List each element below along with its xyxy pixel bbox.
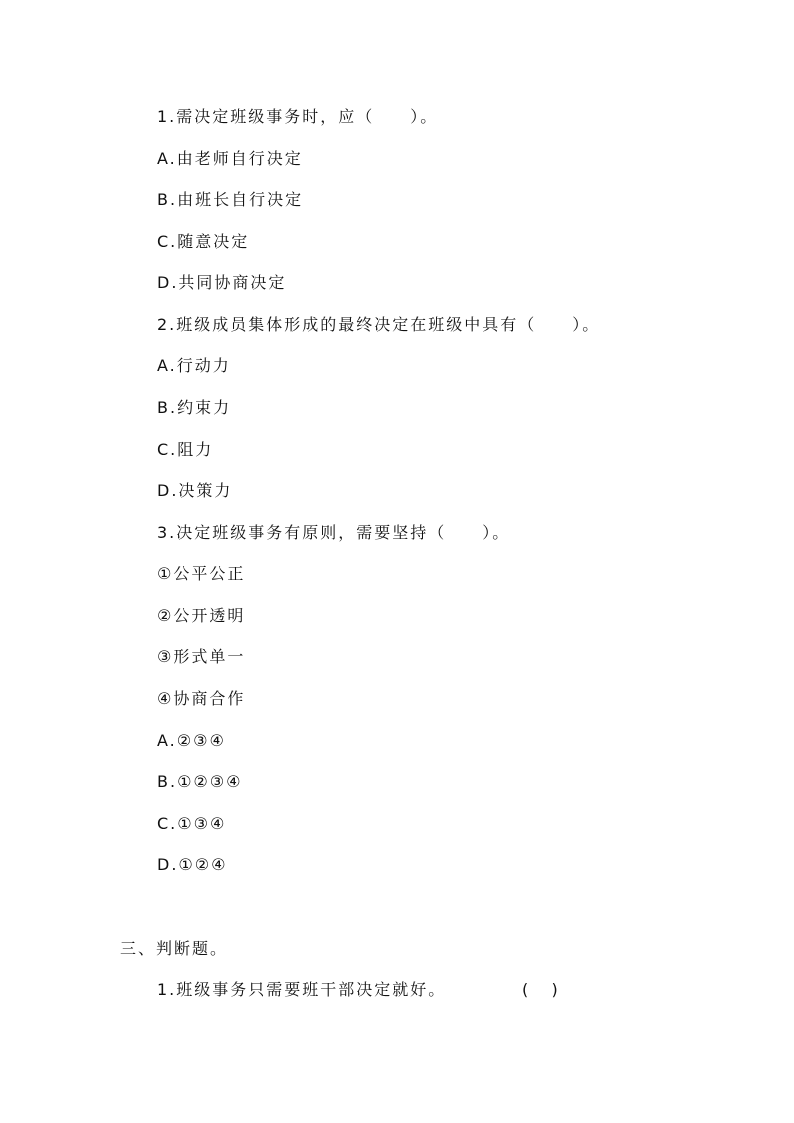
question-2-option-b: B.约束力 [157, 398, 232, 417]
question-3-statement-1: ①公平公正 [157, 564, 246, 583]
section-3-title: 三、判断题。 [120, 939, 229, 958]
question-1-option-a: A.由老师自行决定 [157, 149, 303, 168]
question-1-option-d: D.共同协商决定 [157, 273, 287, 292]
question-3-option-d: D.①②④ [157, 855, 228, 874]
question-2-option-a: A.行动力 [157, 356, 231, 375]
question-3-statement-3: ③形式单一 [157, 647, 246, 666]
question-2-option-c: C.阻力 [157, 440, 214, 459]
question-3-option-a: A.②③④ [157, 731, 226, 750]
question-2-option-d: D.决策力 [157, 481, 233, 500]
question-1-stem: 1.需决定班级事务时，应（ ）。 [157, 107, 439, 126]
question-3-option-c: C.①③④ [157, 814, 227, 833]
question-3-statement-2: ②公开透明 [157, 606, 246, 625]
question-1-option-c: C.随意决定 [157, 232, 250, 251]
true-false-1-answer-blank[interactable]: ( ) [522, 980, 560, 999]
question-3-stem: 3.决定班级事务有原则，需要坚持（ ）。 [157, 523, 511, 542]
question-2-stem: 2.班级成员集体形成的最终决定在班级中具有（ ）。 [157, 315, 601, 334]
true-false-1-stem: 1.班级事务只需要班干部决定就好。 [157, 980, 447, 999]
question-1-option-b: B.由班长自行决定 [157, 190, 304, 209]
question-3-statement-4: ④协商合作 [157, 689, 246, 708]
question-3-option-b: B.①②③④ [157, 772, 243, 791]
